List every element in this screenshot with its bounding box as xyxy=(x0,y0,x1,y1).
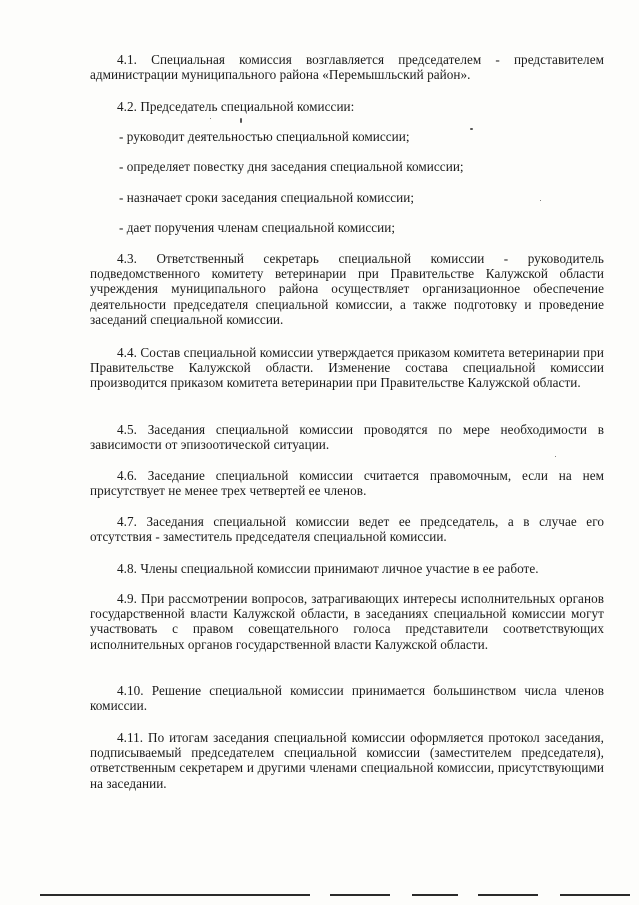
scan-edge-line xyxy=(412,894,458,896)
scan-speck xyxy=(470,128,473,130)
scan-edge-line xyxy=(478,894,538,896)
paragraph-4-1: 4.1. Специальная комиссия возглавляется председателем - представителем администрации муниципального района «Перемышльский район». xyxy=(90,52,604,83)
list-item-3: - назначает сроки заседания специальной комиссии; xyxy=(119,190,415,205)
scan-speck xyxy=(540,200,541,201)
scan-speck xyxy=(555,456,556,457)
paragraph-4-10: 4.10. Решение специальной комиссии принимается большинством числа членов комиссии. xyxy=(90,683,604,714)
paragraph-4-11: 4.11. По итогам заседания специальной комиссии оформляется протокол заседания, подписываемый председателем специальной комиссии (заместителем председателя), ответственным секретарем и другими членами специальной комиссии, присутствующими на заседании. xyxy=(90,730,604,791)
scan-edge-line xyxy=(560,894,630,896)
list-item-1: - руководит деятельностью специальной комиссии; xyxy=(119,129,410,144)
paragraph-4-5: 4.5. Заседания специальной комиссии проводятся по мере необходимости в зависимости от эпизоотической ситуации. xyxy=(90,422,604,453)
paragraph-4-7: 4.7. Заседания специальной комиссии ведет ее председатель, а в случае его отсутствия - заместитель председателя специальной комиссии. xyxy=(90,514,604,545)
paragraph-4-6: 4.6. Заседание специальной комиссии считается правомочным, если на нем присутствует не менее трех четвертей ее членов. xyxy=(90,468,604,499)
scan-speck xyxy=(240,118,242,123)
list-item-2: - определяет повестку дня заседания специальной комиссии; xyxy=(119,159,464,174)
scan-speck xyxy=(210,118,211,119)
paragraph-4-9: 4.9. При рассмотрении вопросов, затрагивающих интересы исполнительных органов государственной власти Калужской области, в заседаниях специальной комиссии могут участвовать с правом совещательного голоса представители соответствующих исполнительных органов государственной власти Калужской области. xyxy=(90,591,604,652)
list-item-4: - дает поручения членам специальной комиссии; xyxy=(119,220,396,235)
paragraph-4-3: 4.3. Ответственный секретарь специальной комиссии - руководитель подведомственного комитету ветеринарии при Правительстве Калужской области учреждения муниципального района осуществляет организационное обеспечение деятельности председателя специальной комиссии, а также подготовку и проведение заседаний специальной комиссии. xyxy=(90,251,604,327)
paragraph-4-4: 4.4. Состав специальной комиссии утверждается приказом комитета ветеринарии при Правительстве Калужской области. Изменение состава специальной комиссии производится приказом комитета ветеринарии при Правительстве Калужской области. xyxy=(90,345,604,391)
scan-edge-line xyxy=(330,894,390,896)
paragraph-4-2: 4.2. Председатель специальной комиссии: xyxy=(117,99,355,114)
paragraph-4-8: 4.8. Члены специальной комиссии принимают личное участие в ее работе. xyxy=(117,561,539,576)
scan-edge-line xyxy=(40,894,310,896)
